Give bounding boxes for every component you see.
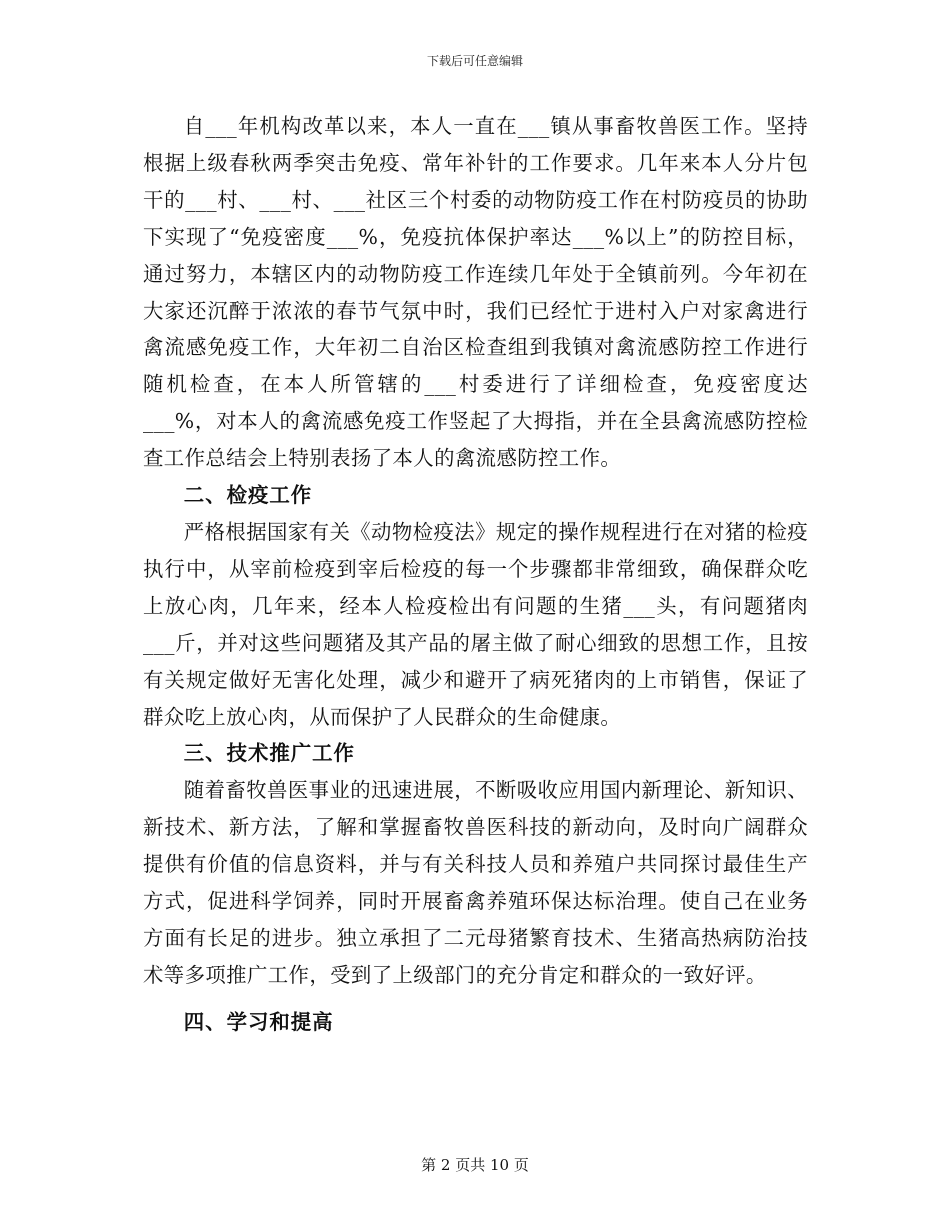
section-heading-study: 四、学习和提高: [183, 1009, 334, 1034]
page-number: 第 2 页共 10 页: [421, 1156, 529, 1174]
quarantine-paragraph: 严格根据国家有关《动物检疫法》规定的操作规程进行在对猪的检疫执行中，从宰前检疫到宰后检疫的每一个步骤都非常细致，确保群众吃上放心肉，几年来，经本人检疫检出有问题的生猪___头，有问题猪肉___斤，并对这些问题猪及其产品的屠主做了耐心细致的思想工作，且按有关规定做好无害化处理，减少和避开了病死猪肉的上市销售，保证了群众吃上放心肉，从而保护了人民群众的生命健康。: [143, 519, 808, 729]
section-heading-quarantine: 二、检疫工作: [183, 483, 313, 508]
page-header: 下载后可任意编辑: [426, 54, 523, 68]
tech-promotion-paragraph: 随着畜牧兽医事业的迅速进展，不断吸收应用国内新理论、新知识、新技术、新方法，了解和掌握畜牧兽医科技的新动向，及时向广阔群众提供有价值的信息资料，并与有关科技人员和养殖户共同探讨最佳生产方式，促进科学饲养，同时开展畜禽养殖环保达标治理。使自己在业务方面有长足的进步。独立承担了二元母猪繁育技术、生猪高热病防治技术等多项推广工作，受到了上级部门的充分肯定和群众的一致好评。: [143, 778, 808, 987]
section-heading-tech-promotion: 三、技术推广工作: [183, 741, 355, 766]
document-body: [143, 108, 808, 1041]
intro-paragraph: 自___年机构改革以来，本人一直在___镇从事畜牧兽医工作。坚持根据上级春秋两季突击免疫、常年补针的工作要求。几年来本人分片包干的___村、___村、___社区三个村委的动物防疫工作在村防疫员的协助下实现了“免疫密度___%，免疫抗体保护率达___%以上”的防控目标，通过努力，本辖区内的动物防疫工作连续几年处于全镇前列。今年初在大家还沉醉于浓浓的春节气氛中时，我们已经忙于进村入户对家禽进行禽流感免疫工作，大年初二自治区检查组到我镇对禽流感防控工作进行随机检查，在本人所管辖的___村委进行了详细检查，免疫密度达___%，对本人的禽流感免疫工作竖起了大拇指，并在全县禽流感防控检查工作总结会上特别表扬了本人的禽流感防控工作。: [143, 114, 808, 471]
